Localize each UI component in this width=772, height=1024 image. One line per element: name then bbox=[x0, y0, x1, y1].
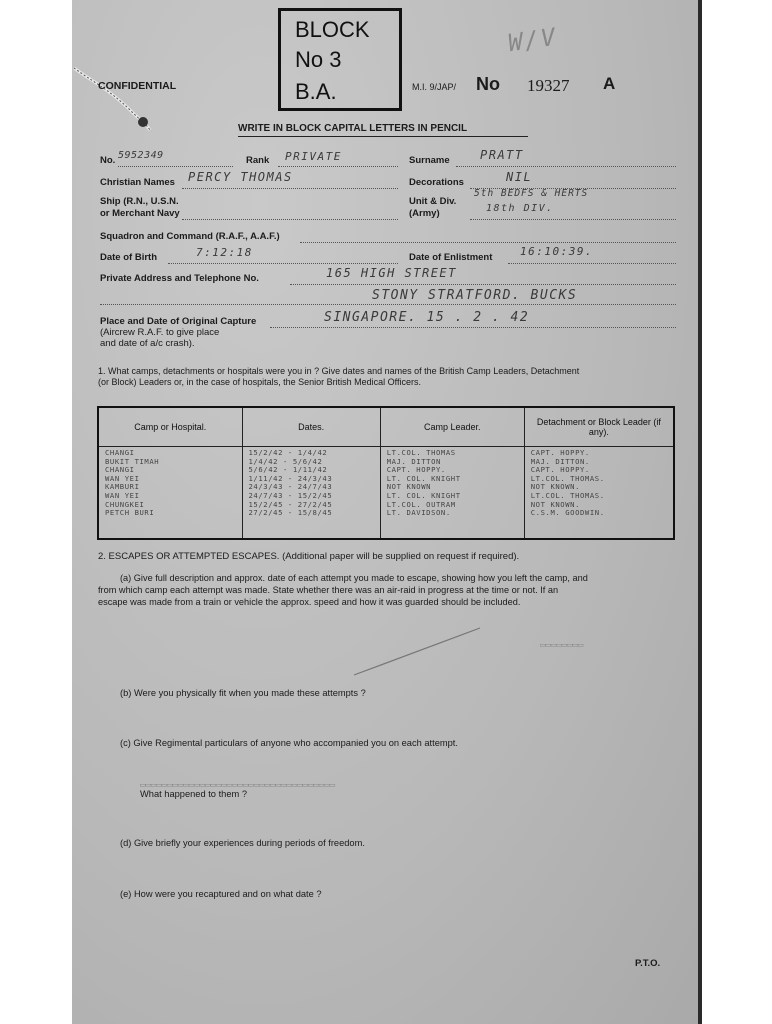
sheet-edge bbox=[698, 0, 702, 1024]
decorations-value: NIL bbox=[506, 170, 533, 184]
q2c-sub-text: What happened to them ? bbox=[140, 789, 247, 799]
ship-label-1: Ship (R.N., U.S.N. bbox=[100, 196, 179, 207]
q2a-line-1: (a) Give full description and approx. date of each attempt you made to escape, showing how you left the camp, and bbox=[120, 573, 588, 583]
leader-column bbox=[380, 447, 524, 540]
dates-entry: 15/2/45 - 27/2/45 bbox=[248, 499, 333, 509]
q2b-text: (b) Were you physically fit when you made these attempts ? bbox=[120, 688, 366, 698]
address-line-2: STONY STRATFORD. BUCKS bbox=[372, 288, 578, 303]
dates-entry: 24/7/43 - 15/2/45 bbox=[248, 490, 333, 500]
q1-text-line-1: 1. What camps, detachments or hospitals were you in ? Give dates and names of the British Camp Leaders, Detachment bbox=[98, 366, 580, 376]
q2e-text: (e) How were you recaptured and on what date ? bbox=[120, 889, 322, 899]
stamp-line-3: B.A. bbox=[295, 79, 337, 104]
camp-entry: CHANGI bbox=[105, 465, 135, 475]
confidential-label: CONFIDENTIAL bbox=[98, 80, 177, 92]
header-detachment-leader: Detachment or Block Leader (if any). bbox=[524, 407, 674, 447]
leader-entry: LT. COL. KNIGHT bbox=[386, 473, 461, 483]
stamp-line-1: BLOCK bbox=[295, 17, 370, 42]
dates-entry: 24/3/43 - 24/7/43 bbox=[248, 482, 333, 492]
detachment-entry: CAPT. HOPPY. bbox=[530, 448, 590, 457]
detachment-entry: NOT KNOWN. bbox=[530, 499, 581, 509]
christian-names-value: PERCY THOMAS bbox=[188, 170, 293, 184]
leader-entry: LT.COL. OUTRAM bbox=[386, 499, 456, 509]
camp-entry: KAMBURI bbox=[105, 482, 140, 492]
camp-entry: WAN YEI bbox=[105, 490, 140, 500]
no-label: No. bbox=[100, 155, 116, 166]
detachment-entry: NOT KNOWN. bbox=[530, 482, 581, 492]
header-dates: Dates. bbox=[242, 407, 380, 447]
form-number: 19327 bbox=[527, 76, 570, 95]
camp-entry: PETCH BURI bbox=[105, 508, 155, 518]
q2c-text: (c) Give Regimental particulars of anyone who accompanied you on each attempt. bbox=[120, 738, 458, 748]
leader-entry: LT.COL. THOMAS bbox=[386, 448, 456, 457]
leader-entry: NOT KNOWN bbox=[386, 482, 432, 492]
leader-entry: MAJ. DITTON bbox=[386, 456, 441, 466]
number-label: No bbox=[476, 74, 500, 94]
detachment-entry: C.S.M. GOODWIN. bbox=[530, 508, 605, 518]
unit-label-2: (Army) bbox=[409, 208, 440, 219]
christian-names-label: Christian Names bbox=[100, 177, 175, 188]
squadron-label: Squadron and Command (R.A.F., A.A.F.) bbox=[100, 231, 280, 242]
block-stamp bbox=[278, 8, 402, 111]
camps-table bbox=[97, 406, 675, 540]
leader-entry: LT. COL. KNIGHT bbox=[386, 490, 461, 500]
camp-entry: BUKIT TIMAH bbox=[105, 456, 160, 466]
address-line-1: 165 HIGH STREET bbox=[326, 266, 457, 280]
unit-value-2: 18th DIV. bbox=[486, 203, 554, 214]
leader-entry: CAPT. HOPPY. bbox=[386, 465, 446, 475]
detachment-entry: LT.COL. THOMAS. bbox=[530, 473, 605, 483]
q1-text-line-2: (or Block) Leaders or, in the case of hospitals, the Senior British Medical Officers. bbox=[98, 377, 421, 387]
q2d-text: (d) Give briefly your experiences during periods of freedom. bbox=[120, 838, 365, 848]
string-tie bbox=[70, 60, 160, 140]
service-number: 5952349 bbox=[118, 150, 164, 161]
dob-value: 7:12:18 bbox=[196, 246, 253, 259]
header-camp: Camp or Hospital. bbox=[98, 407, 242, 447]
dates-entry: 27/2/45 - 15/8/45 bbox=[248, 508, 333, 518]
pto-label: P.T.O. bbox=[635, 958, 661, 969]
enlistment-value: 16:10:39. bbox=[520, 245, 594, 258]
q2a-line-2: from which camp each attempt was made. State whether there was an air-raid in progress at the time or not. If an bbox=[98, 585, 559, 595]
stamp-line-2: No 3 bbox=[295, 47, 342, 72]
surname-label: Surname bbox=[409, 155, 450, 166]
ship-label-2: or Merchant Navy bbox=[100, 208, 180, 219]
capture-label-1: Place and Date of Original Capture bbox=[100, 316, 257, 327]
capture-value: SINGAPORE. 15 . 2 . 42 bbox=[324, 310, 530, 325]
camp-entry: CHANGI bbox=[105, 448, 135, 457]
instruction-heading: WRITE IN BLOCK CAPITAL LETTERS IN PENCIL bbox=[238, 123, 468, 134]
unit-value-1: 5th BEDFS & HERTS bbox=[474, 188, 589, 199]
camp-entry: CHUNGKEI bbox=[105, 499, 145, 509]
dates-entry: 15/2/42 - 1/4/42 bbox=[248, 448, 328, 457]
q2a-line-3: escape was made from a train or vehicle the approx. speed and how it was guarded should be included. bbox=[98, 597, 521, 607]
pencil-stroke bbox=[350, 620, 490, 680]
capture-label-2: (Aircrew R.A.F. to give place bbox=[100, 327, 220, 338]
detachment-entry: MAJ. DITTON. bbox=[530, 456, 590, 466]
dates-column bbox=[242, 447, 380, 540]
dates-entry: 1/11/42 - 24/3/43 bbox=[248, 473, 333, 483]
pencil-mark: W/V bbox=[506, 22, 560, 58]
leader-entry: LT. DAVIDSON. bbox=[386, 508, 451, 518]
capture-label-3: and date of a/c crash). bbox=[100, 338, 195, 349]
dates-entry: 1/4/42 - 5/6/42 bbox=[248, 456, 323, 466]
decorations-label: Decorations bbox=[409, 177, 464, 188]
number-suffix: A bbox=[603, 74, 616, 93]
rank-label: Rank bbox=[246, 155, 270, 166]
address-label: Private Address and Telephone No. bbox=[100, 273, 259, 284]
header-camp-leader: Camp Leader. bbox=[380, 407, 524, 447]
ref-code: M.I. 9/JAP/ bbox=[412, 82, 457, 92]
detachment-entry: LT.COL. THOMAS. bbox=[530, 490, 605, 500]
enlistment-label: Date of Enlistment bbox=[409, 252, 493, 263]
bleed-through-1: ▭▭▭▭▭▭▭▭ bbox=[540, 640, 584, 650]
detachment-entry: CAPT. HOPPY. bbox=[530, 465, 590, 475]
instruction-underline bbox=[238, 136, 528, 137]
dob-label: Date of Birth bbox=[100, 252, 157, 263]
bleed-through-2: ▭▭▭▭▭▭▭▭▭▭▭▭▭▭▭▭▭▭▭▭▭▭▭▭▭▭▭▭▭▭▭▭▭▭▭▭ bbox=[140, 780, 336, 790]
unit-label-1: Unit & Div. bbox=[409, 196, 457, 207]
camps-column bbox=[98, 447, 242, 540]
q2-title: 2. ESCAPES OR ATTEMPTED ESCAPES. (Additional paper will be supplied on request if required). bbox=[98, 551, 520, 562]
rank-value: PRIVATE bbox=[285, 150, 342, 163]
dates-entry: 5/6/42 - 1/11/42 bbox=[248, 465, 328, 475]
camp-entry: WAN YEI bbox=[105, 473, 140, 483]
surname-value: PRATT bbox=[480, 148, 524, 162]
detachment-column bbox=[524, 447, 674, 540]
